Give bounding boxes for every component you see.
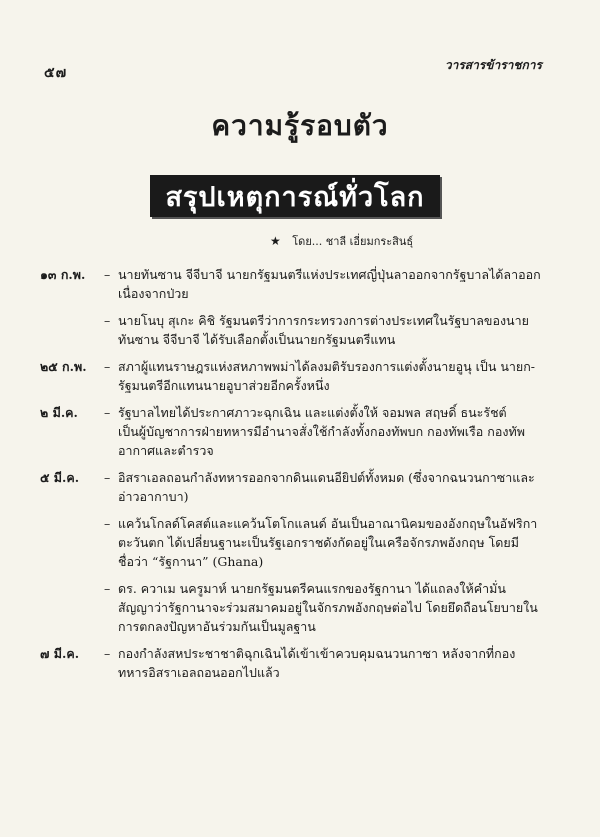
dash-bullet: – [104,470,111,485]
event-entry [40,403,560,460]
event-text-line: อิสราเอลถอนกำลังทหารออกจากดินแดนอียิปต์ทั้งหมด (ซึ่งจากฉนวนกาซาและ [118,470,535,485]
event-text-line: สัญญาว่ารัฐกานาจะร่วมสมาคมอยู่ในจักรภพอังกฤษต่อไป โดยยึดถือนโยบายใน [118,600,538,615]
event-date: ๒ มี.ค. [40,405,78,420]
dash-bullet: – [104,516,111,531]
dash-bullet: – [104,359,111,374]
event-text-line: การตกลงปัญหาอันร่วมกันเป็นมูลฐาน [118,619,316,634]
event-text-line: ทันซาน จีจีบาจี ได้รับเลือกตั้งเป็นนายกรัฐมนตรีแทน [118,332,396,347]
event-item [104,579,560,636]
event-text-line: นายโนบุ สุเกะ คิชิ รัฐมนตรีว่าการกระทรวงการต่างประเทศในรัฐบาลของนาย [118,313,529,328]
event-text-line: อ่าวอากาบา) [118,489,189,504]
event-text-line: รัฐบาลไทยได้ประกาศภาวะฉุกเฉิน และแต่งตั้งให้ จอมพล สฤษดิ์ ธนะรัชต์ [118,405,507,420]
event-entry [40,644,560,682]
event-item [104,644,560,682]
page-number: ๕๗ [44,65,68,81]
byline-prefix: โดย... [292,235,323,248]
event-date: ๒๕ ก.พ. [40,359,87,374]
event-date: ๕ มี.ค. [40,470,80,485]
event-text-line: อากาศและตำรวจ [118,443,214,458]
dash-bullet: – [104,646,111,661]
event-text-line: แคว้นโกลด์โคสต์และแคว้นโตโกแลนด์ อันเป็นอาณานิคมของอังกฤษในอัฟริกา [118,516,538,531]
dash-bullet: – [104,313,111,328]
event-text-line: เนื่องจากป่วย [118,286,189,301]
event-date: ๑๓ ก.พ. [40,267,86,282]
event-text-line: ทหารอิสราเอลถอนออกไปแล้ว [118,665,280,680]
event-entry [40,357,560,395]
dash-bullet: – [104,267,111,282]
event-text-line: กองกำลังสหประชาชาติฉุกเฉินได้เข้าเข้าควบคุมฉนวนกาซา หลังจากที่กอง [118,646,516,661]
section-title: ความรู้รอบตัว [211,109,389,142]
event-item [104,403,560,460]
event-date: ๗ มี.ค. [40,646,80,661]
event-text-line: ชื่อว่า “รัฐกานา” (Ghana) [118,554,264,569]
byline [270,232,413,250]
article-title: สรุปเหตุการณ์ทั่วโลก [165,181,425,213]
article-title-banner [150,175,440,217]
event-text-line: เป็นผู้บัญชาการฝ่ายทหารมีอำนาจสั่งใช้กำลังทั้งกองทัพบก กองทัพเรือ กองทัพ [118,424,525,439]
star-icon: ★ [270,234,281,248]
event-text-line: ตะวันตก ได้เปลี่ยนฐานะเป็นรัฐเอกราชดังกัดอยู่ในเครือจักรภพอังกฤษ โดยมี [118,535,519,550]
event-list [40,265,560,690]
event-text-line: รัฐมนตรีอีกแทนนายอูบาส่วยอีกครั้งหนึ่ง [118,378,330,393]
event-item [104,468,560,506]
journal-name: วารสารข้าราชการ [444,58,542,72]
event-item [104,357,560,395]
event-item [104,311,560,349]
event-item [104,265,560,303]
dash-bullet: – [104,405,111,420]
event-entry [40,265,560,349]
event-text-line: สภาผู้แทนราษฎรแห่งสหภาพพม่าได้ลงมติรับรองการแต่งตั้งนายอูนุ เป็น นายก- [118,359,536,374]
event-entry [40,468,560,636]
byline-author: ชาลี เอี่ยมกระสินธุ์ [325,235,414,248]
dash-bullet: – [104,581,111,596]
event-text-line: นายทันซาน จีจีบาจี นายกรัฐมนตรีแห่งประเทศญี่ปุ่นลาออกจากรัฐบาลได้ลาออก [118,267,541,282]
event-text-line: ดร. ควาเม นครูมาห์ นายกรัฐมนตรีคนแรกของรัฐกานา ได้แถลงให้คำมั่น [118,581,506,596]
event-item [104,514,560,571]
